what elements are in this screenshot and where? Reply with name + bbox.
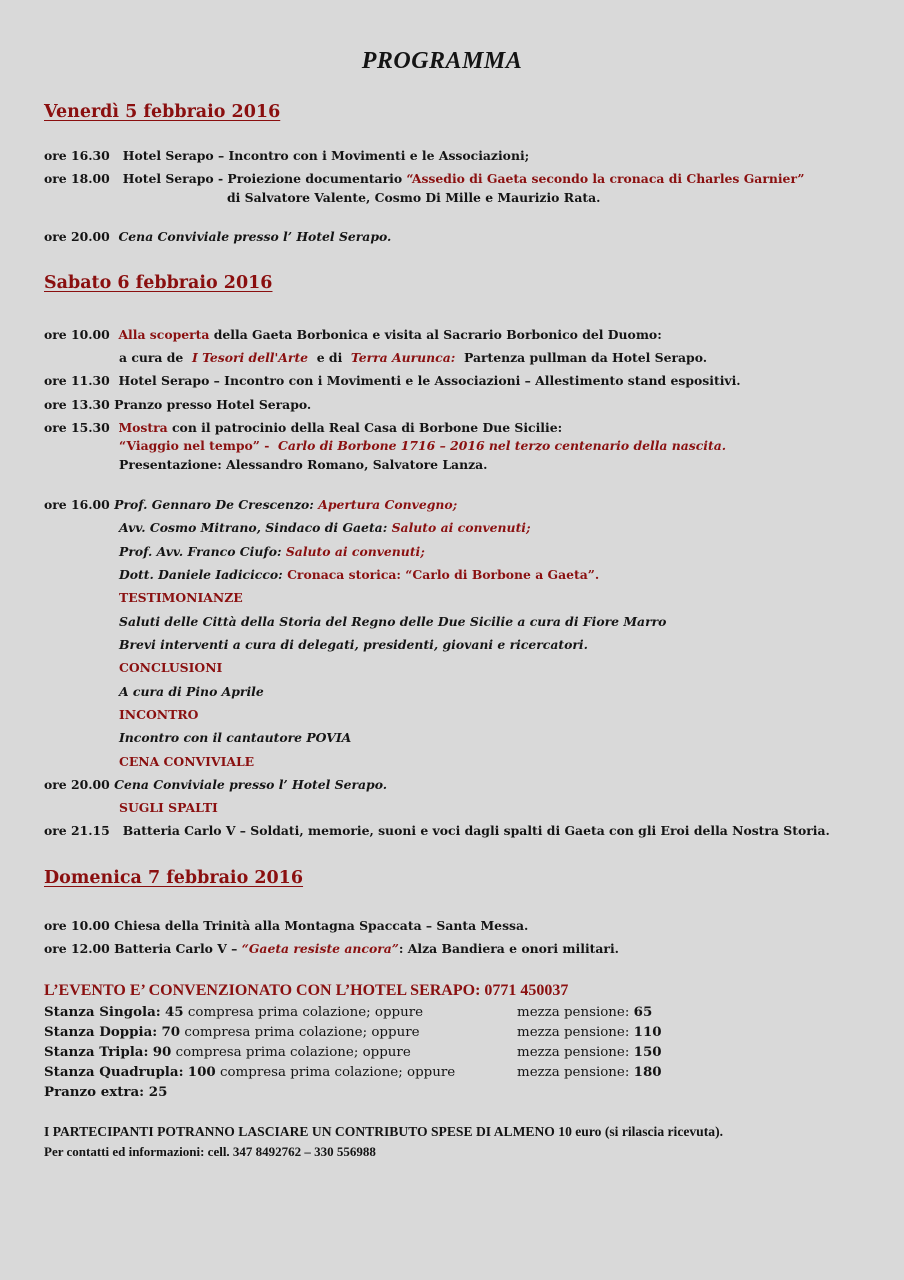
event-text: Pranzo presso Hotel Serapo. [114, 397, 312, 412]
room-desc: compresa prima colazione; oppure [220, 1065, 456, 1080]
room-desc: compresa prima colazione; oppure [175, 1045, 411, 1060]
room-name: Stanza Tripla: [44, 1044, 149, 1060]
speaker: Dott. Daniele Iadicicco: [119, 567, 283, 582]
section-label: SUGLI SPALTI [119, 800, 218, 815]
room-price: 45 [164, 1004, 184, 1020]
event-line [44, 420, 562, 435]
event-text: Cena Conviviale presso l’ Hotel Serapo. [118, 229, 392, 244]
organizer-name: Terra Aurunca: [350, 350, 456, 365]
documentary-title: “Assedio di Gaeta secondo la cronaca di Charles Garnier” [406, 171, 805, 186]
contribution-note: I PARTECIPANTI POTRANNO LASCIARE UN CONTRIBUTO SPESE DI ALMENO 10 euro (si rilascia ricevuta). [44, 1124, 723, 1139]
half-board-label: mezza pensione: [517, 1065, 630, 1080]
event-time: ore 12.00 [44, 941, 110, 956]
event-text: Batteria Carlo V – Soldati, memorie, suoni e voci dagli spalti di Gaeta con gli Eroi della Nostra Storia. [122, 823, 830, 838]
list-item: Brevi interventi a cura di delegati, presidenti, giovani e ricercatori. [119, 637, 588, 652]
event-line [44, 497, 457, 512]
half-board-label: mezza pensione: [517, 1025, 630, 1040]
room-price: 90 [152, 1044, 172, 1060]
half-board-value: 150 [633, 1044, 662, 1060]
event-time: ore 20.00 [44, 777, 110, 792]
event-time: ore 13.30 [44, 397, 110, 412]
event-line [44, 171, 805, 186]
event-line [44, 918, 528, 933]
page-title: PROGRAMMA [361, 48, 523, 74]
event-text: Hotel Serapo – Incontro con i Movimenti e le Associazioni; [122, 148, 530, 163]
event-time: ore 10.00 [44, 327, 110, 342]
speaker: Prof. Avv. Franco Ciufo: [119, 544, 282, 559]
event-text: : Alza Bandiera e onori militari. [398, 941, 619, 956]
text-part: a cura de [119, 350, 184, 365]
event-continuation [119, 350, 707, 365]
room-name: Stanza Quadrupla: [44, 1064, 184, 1080]
half-board-price [517, 1064, 662, 1080]
section-label: CONCLUSIONI [119, 660, 223, 675]
event-time: ore 16.00 [44, 497, 110, 512]
speaker: Prof. Gennaro De Crescenzo: [114, 497, 314, 512]
hotel-heading: L’EVENTO E’ CONVENZIONATO CON L’HOTEL SERAPO: 0771 450037 [44, 982, 569, 999]
day-heading-saturday: Sabato 6 febbraio 2016 [44, 273, 273, 293]
lunch-extra-price: Pranzo extra: 25 [44, 1084, 168, 1100]
event-highlight: “Gaeta resiste ancora” [241, 941, 399, 956]
exhibit-subtitle: Carlo di Borbone 1716 – 2016 nel terzo centenario della nascita. [278, 438, 727, 453]
room-name: Stanza Singola: [44, 1004, 161, 1020]
speaker-topic: Saluto ai convenuti; [391, 520, 531, 535]
event-continuation: Presentazione: Alessandro Romano, Salvatore Lanza. [119, 457, 488, 472]
room-price-row [44, 1024, 420, 1040]
half-board-value: 180 [633, 1064, 662, 1080]
event-text: della Gaeta Borbonica e visita al Sacrario Borbonico del Duomo: [213, 327, 662, 342]
section-label: INCONTRO [119, 707, 199, 722]
event-text: con il patrocinio della Real Casa di Borbone Due Sicilie: [172, 420, 563, 435]
organizer-name: I Tesori dell'Arte [191, 350, 309, 365]
room-desc: compresa prima colazione; oppure [187, 1005, 424, 1020]
text-part: Partenza pullman da Hotel Serapo. [463, 350, 708, 365]
event-line [44, 229, 391, 244]
exhibit-title: “Viaggio nel tempo” - [119, 438, 270, 453]
list-item [119, 567, 599, 582]
room-price-row [44, 1004, 423, 1020]
event-line [44, 397, 311, 412]
room-price: 100 [187, 1064, 216, 1080]
event-time: ore 10.00 [44, 918, 110, 933]
event-line [44, 823, 830, 838]
half-board-price [517, 1024, 662, 1040]
event-highlight: Alla scoperta [118, 327, 210, 342]
list-item: Saluti delle Città della Storia del Regno delle Due Sicilie a cura di Fiore Marro [119, 614, 667, 629]
half-board-value: 65 [633, 1004, 653, 1020]
list-item: A cura di Pino Aprile [119, 684, 264, 699]
section-label: TESTIMONIANZE [119, 590, 243, 605]
speaker-topic: Saluto ai convenuti; [285, 544, 425, 559]
speaker: Avv. Cosmo Mitrano, Sindaco di Gaeta: [119, 520, 388, 535]
speaker-topic: Apertura Convegno; [318, 497, 458, 512]
event-time: ore 21.15 [44, 823, 110, 838]
event-continuation [119, 438, 726, 453]
event-time: ore 20.00 [44, 229, 110, 244]
text-part: e di [316, 350, 343, 365]
event-line [44, 941, 619, 956]
list-item: Incontro con il cantautore POVIA [119, 730, 352, 745]
half-board-price [517, 1044, 662, 1060]
event-line [44, 777, 387, 792]
event-text: Batteria Carlo V – [114, 941, 238, 956]
event-text: Hotel Serapo – Incontro con i Movimenti e le Associazioni – Allestimento stand espositivi. [118, 373, 741, 388]
room-price: 70 [161, 1024, 181, 1040]
event-time: ore 16.30 [44, 148, 110, 163]
contact-info: Per contatti ed informazioni: cell. 347 8492762 – 330 556988 [44, 1144, 376, 1159]
event-time: ore 18.00 [44, 171, 110, 186]
event-highlight: Mostra [118, 420, 168, 435]
section-label: CENA CONVIVIALE [119, 754, 255, 769]
half-board-label: mezza pensione: [517, 1005, 630, 1020]
event-text: Chiesa della Trinità alla Montagna Spaccata – Santa Messa. [114, 918, 529, 933]
day-heading-friday: Venerdì 5 febbraio 2016 [44, 102, 281, 122]
event-line [44, 327, 662, 342]
event-line [44, 373, 741, 388]
room-name: Stanza Doppia: [44, 1024, 158, 1040]
list-item [119, 520, 531, 535]
event-text: Hotel Serapo - Proiezione documentario [122, 171, 403, 186]
list-item [119, 544, 425, 559]
room-price-row [44, 1044, 411, 1060]
event-time: ore 15.30 [44, 420, 110, 435]
half-board-price [517, 1004, 652, 1020]
event-line [44, 148, 529, 163]
half-board-label: mezza pensione: [517, 1045, 630, 1060]
room-desc: compresa prima colazione; oppure [184, 1025, 420, 1040]
day-heading-sunday: Domenica 7 febbraio 2016 [44, 868, 304, 888]
event-time: ore 11.30 [44, 373, 110, 388]
half-board-value: 110 [633, 1024, 662, 1040]
event-text: Cena Conviviale presso l’ Hotel Serapo. [114, 777, 388, 792]
room-price-row [44, 1064, 455, 1080]
event-continuation: di Salvatore Valente, Cosmo Di Mille e Maurizio Rata. [227, 190, 601, 205]
speaker-topic: Cronaca storica: “Carlo di Borbone a Gaeta”. [287, 567, 600, 582]
